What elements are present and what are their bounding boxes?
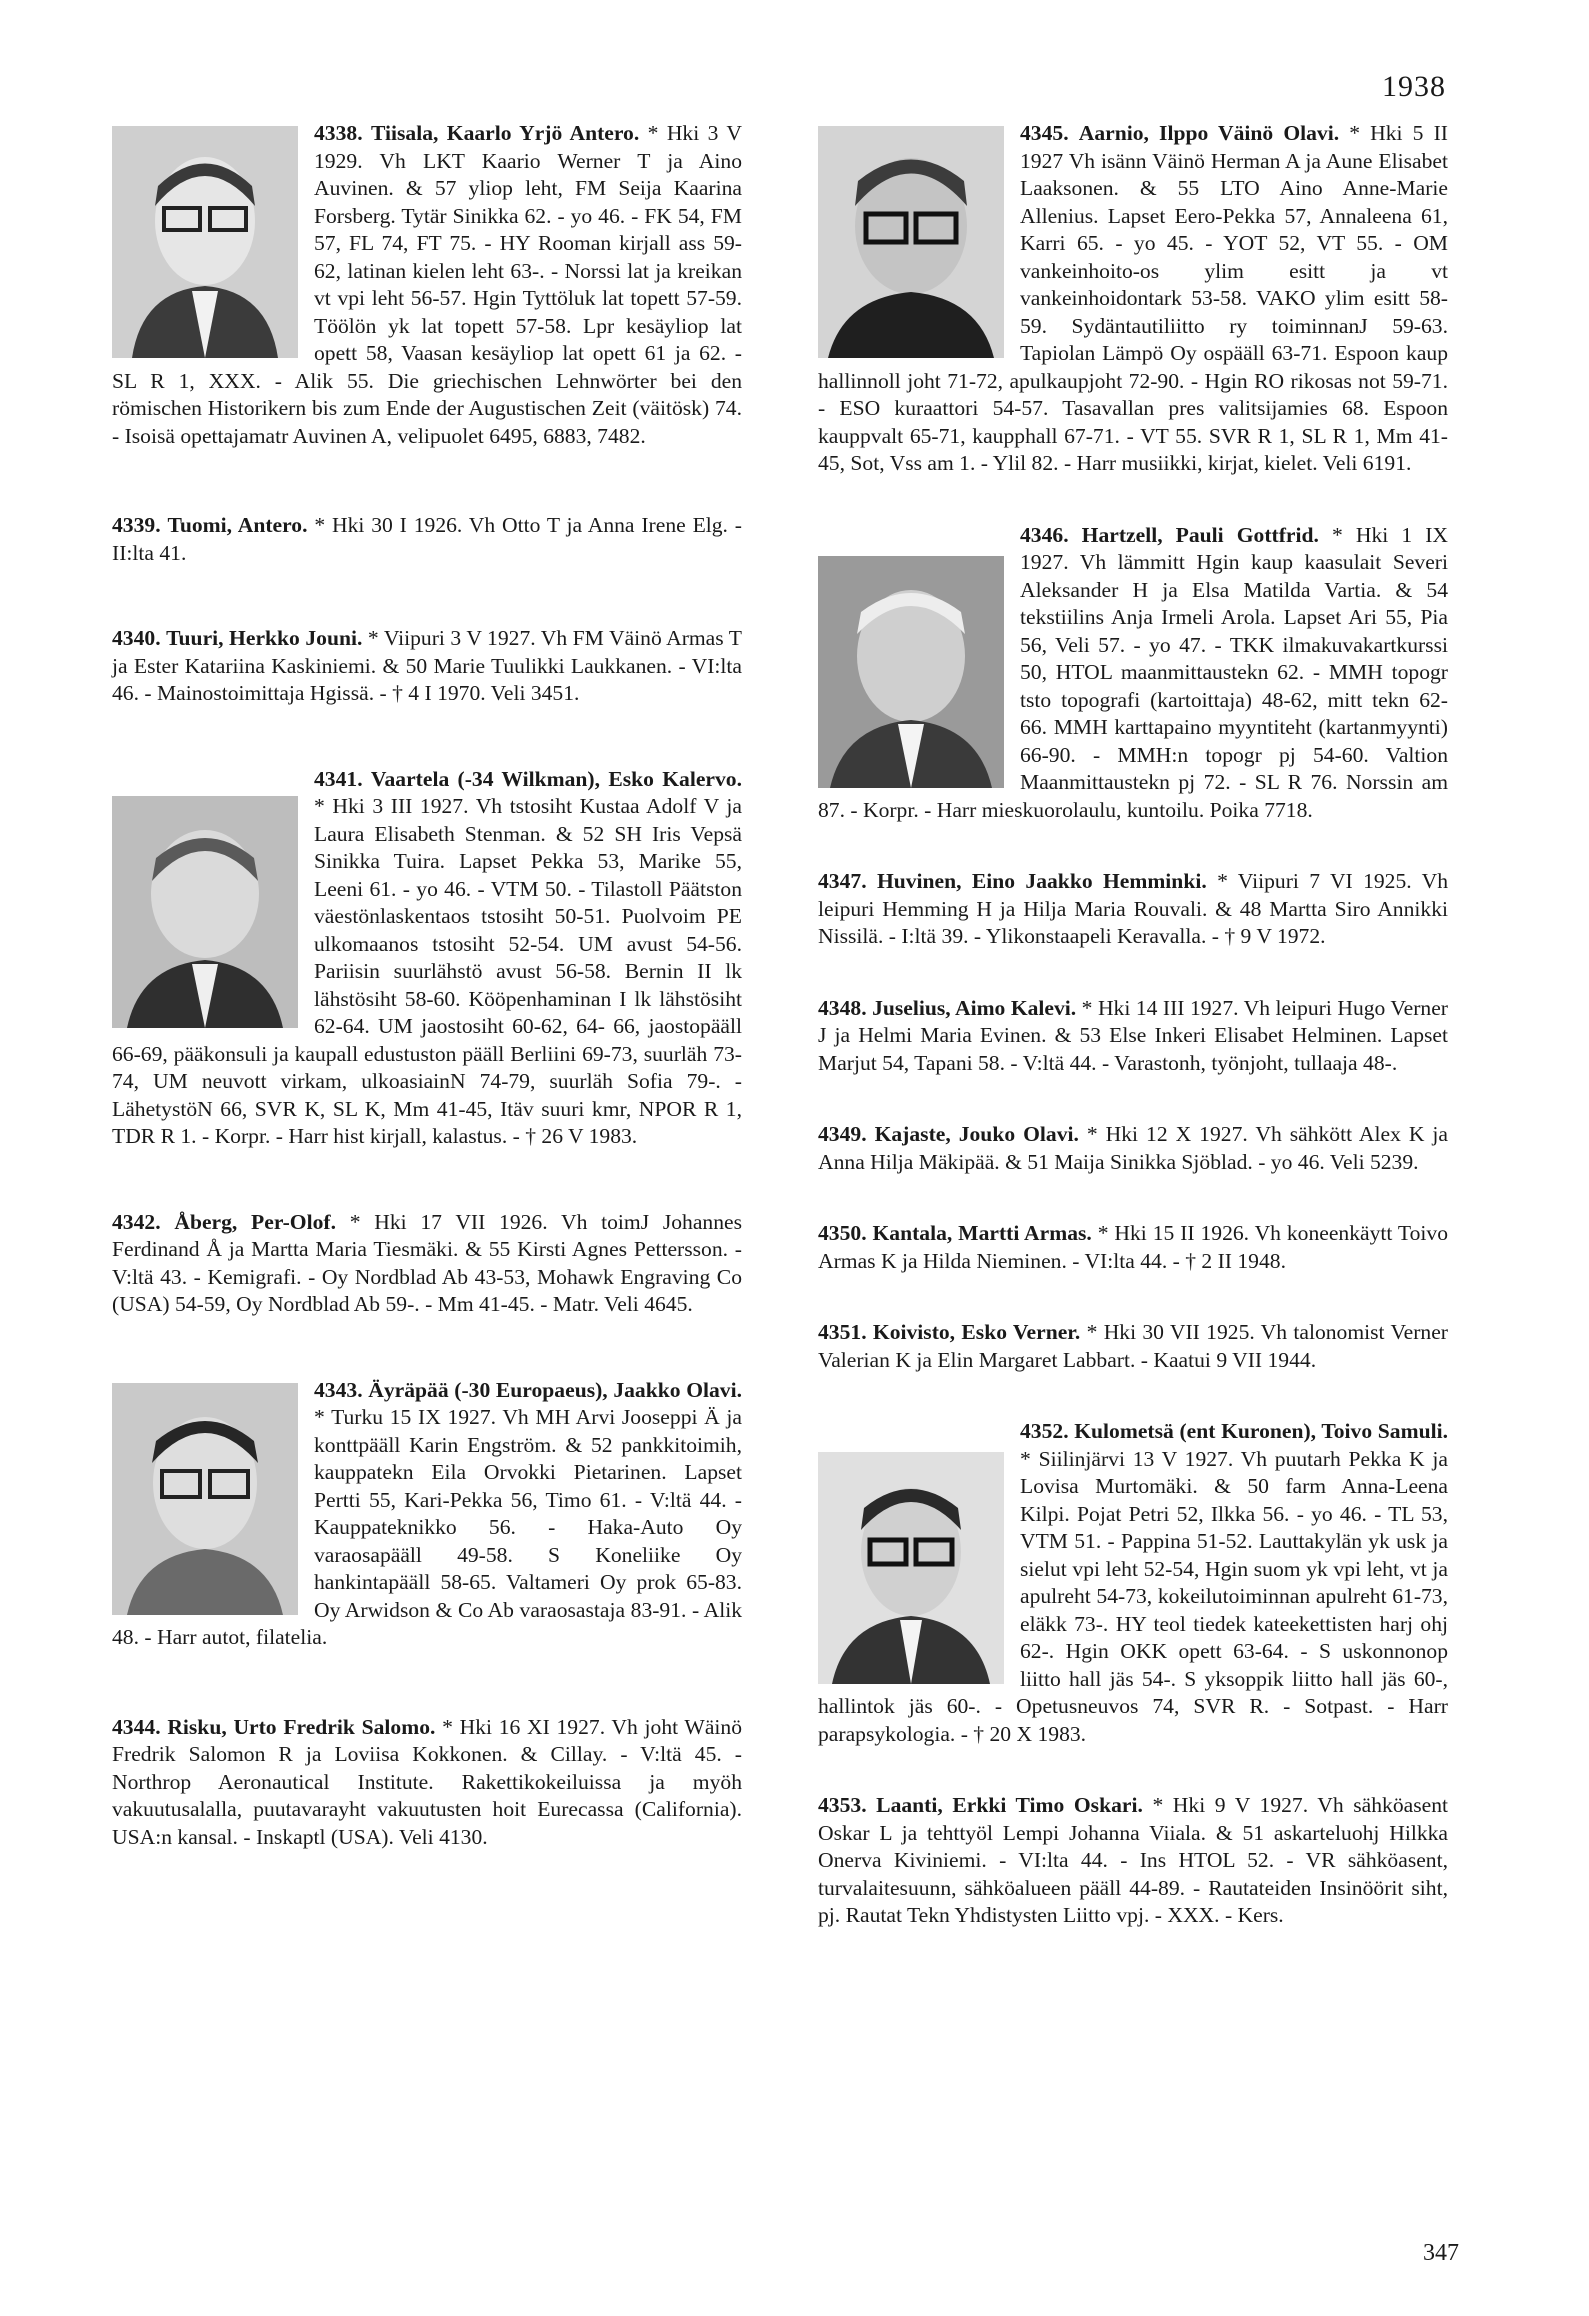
entry-4347 <box>818 868 1448 951</box>
entry-number: 4340. <box>112 626 161 650</box>
entry-number: 4341. <box>314 766 363 791</box>
portrait-photo <box>112 1383 298 1615</box>
entry-name: Hartzell, Pauli Gottfrid. <box>1081 522 1319 547</box>
entry-text: * Hki 15 II 1926. Vh koneenkäytt Toivo Armas K ja Hilda Nieminen. - VI:lta 44. - † 2 II 1948. <box>818 1221 1448 1273</box>
entry-number: 4338. <box>314 121 363 145</box>
entry-4345 <box>818 120 1448 478</box>
portrait-photo <box>112 126 298 358</box>
left-column <box>112 120 742 1851</box>
entry-name: Tiisala, Kaarlo Yrjö Antero. <box>370 121 640 145</box>
entry-text: * Hki 3 III 1927. Vh tstosiht Kustaa Adolf V ja Laura Elisabeth Stenman. & 52 SH Iris Vepsä Sinikka Tuira. Lapset Pekka 53, Marike 55, Leeni 61. - yo 46. - VTM 50. - Tilastoll Päätston väestönlaskentaos tstosiht 50-51. Puolvoim PE ulkomaanos tstosiht 52-54. UM avust 54-56. Pariisin suurlähstö avust 56-58. Bernin II lk lähstösiht 58-60. Kööpenhaminan I lk lähstösiht 62-64. UM jaostosiht 60-62, 64- 66, jaostopääll 66-69, pääkonsuli ja kaupall edustuston pääll Berliini 69-73, suurläh 73-74, UM neuvott virkam, ulkoasiainN 74-79, suurläh Sofia 79-. - LähetystöN 66, SVR K, SL K, Mm 41-45, Itäv suuri kmr, NPOR R 1, TDR R 1. - Korpr. - Harr hist kirjall, kalastus. - † 26 V 1983. <box>112 794 742 1148</box>
entry-text: * Turku 15 IX 1927. Vh MH Arvi Jooseppi Ä ja konttpääll Karin Engström. & 52 pankkitoimih, kauppatekn Eila Orvokki Pietarinen. Lapset Pertti 55, Kari-Pekka 56, Timo 61. - V:ltä 44. - Kauppateknikko 56. - Haka-Auto Oy varaosapääll 49-58. S Koneliike Oy hankintapääll 58-65. Valtameri Oy prok 65-83. Oy Arwidson & Co Ab varaosastaja 83-91. - Alik 48. - Harr autot, filatelia. <box>112 1405 742 1649</box>
entry-name: Tuomi, Antero. <box>167 513 308 537</box>
entry-4350 <box>818 1220 1448 1275</box>
entry-number: 4353. <box>818 1793 867 1817</box>
entry-number: 4350. <box>818 1221 867 1245</box>
right-column <box>818 120 1448 1930</box>
entry-name: Kajaste, Jouko Olavi. <box>874 1122 1079 1146</box>
entry-number: 4351. <box>818 1320 867 1344</box>
entry-number: 4342. <box>112 1209 161 1234</box>
entry-4338 <box>112 120 742 450</box>
entry-4349 <box>818 1121 1448 1176</box>
entry-number: 4345. <box>1020 121 1069 145</box>
entry-name: Laanti, Erkki Timo Oskari. <box>876 1793 1143 1817</box>
entry-text: * Hki 12 X 1927. Vh sähkött Alex K ja Anna Hilja Mäkipää. & 51 Maija Sinikka Sjöblad. - yo 46. Veli 5239. <box>818 1122 1448 1174</box>
entry-text: * Hki 5 II 1927 Vh isänn Väinö Herman A ja Aune Elisabet Laaksonen. & 55 LTO Aino Anne-Marie Allenius. Lapset Eero-Pekka 57, Annaleena 61, Karri 65. - yo 45. - YOT 52, VT 55. - OM vankeinhoito-os ylim esitt ja vt vankeinhoidontark 53-58. VAKO ylim esitt 58-59. Sydäntautiliitto ry toiminnanJ 59-63. Tapiolan Lämpö Oy ospääll 63-71. Espoon kaup hallinnoll joht 71-72, apulkaupjoht 72-90. - Hgin RO rikosas not 59-71. - ESO kuraattori 54-57. Tasavallan pres valitsijamies 68. Espoon kauppvalt 65-71, kaupphall 67-71. - VT 55. SVR R 1, SL R 1, Mm 41-45, Sot, Vss am 1. - Ylil 82. - Harr musiikki, kirjat, kielet. Veli 6191. <box>818 121 1448 475</box>
entry-4340 <box>112 625 742 708</box>
entry-number: 4347. <box>818 869 867 893</box>
entry-4344 <box>112 1714 742 1852</box>
entry-text: * Hki 30 VII 1925. Vh talonomist Verner Valerian K ja Elin Margaret Labbart. - Kaatui 9 VII 1944. <box>818 1320 1448 1372</box>
entry-name: Äyräpää (-30 Europaeus), Jaakko Olavi. <box>368 1377 742 1402</box>
entry-text: * Hki 30 I 1926. Vh Otto T ja Anna Irene Elg. - II:lta 41. <box>112 513 742 565</box>
portrait-photo <box>818 126 1004 358</box>
entry-number: 4344. <box>112 1714 161 1739</box>
entry-text: * Hki 3 V 1929. Vh LKT Kaario Werner T ja Aino Auvinen. & 57 yliop leht, FM Seija Kaarina Forsberg. Tytär Sinikka 62. - yo 46. - FK 54, FM 57, FL 74, FT 75. - HY Rooman kirjall ass 59-62, latinan kielen leht 63-. - Norssi lat ja kreikan vt vpi leht 56-57. Hgin Tyttöluk lat topett 57-59. Töölön yk lat topett 57-58. Lpr kesäyliop lat opett 58, Vaasan kesäyliop lat opett 61 ja 62. - SL R 1, XXX. - Alik 55. Die griechischen Lehnwörter bei den römischen Historikern bis zum Ende der Augustischen Zeit (väitösk) 74. - Isoisä opettajamatr Auvinen A, velipuolet 6495, 6883, 7482. <box>112 121 742 448</box>
entry-4339 <box>112 512 742 567</box>
portrait-photo <box>818 1452 1004 1684</box>
entry-name: Vaartela (-34 Wilkman), Esko Kalervo. <box>370 766 742 791</box>
portrait-photo <box>818 556 1004 788</box>
entry-name: Kantala, Martti Armas. <box>872 1221 1092 1245</box>
page-number: 347 <box>1423 2240 1459 2266</box>
portrait-photo <box>112 796 298 1028</box>
entry-4346 <box>818 522 1448 825</box>
entry-text: * Hki 16 XI 1927. Vh joht Wäinö Fredrik Salomon R ja Loviisa Kokkonen. & Cillay. - V:ltä 45. - Northrop Aeronautical Institute. Rakettikokeiluissa ja myöh vakuutusalalla, puutavarayht vakuutusten hoit Eurecassa (California). USA:n kansal. - Inskaptl (USA). Veli 4130. <box>112 1714 742 1849</box>
entry-text: * Viipuri 3 V 1927. Vh FM Väinö Armas T ja Ester Katariina Kaskiniemi. & 50 Marie Tuulikki Laukkanen. - VI:lta 46. - Mainostoimittaja Hgissä. - † 4 I 1970. Veli 3451. <box>112 626 742 705</box>
entry-text: * Hki 17 VII 1926. Vh toimJ Johannes Ferdinand Å ja Martta Maria Tiesmäki. & 55 Kirsti Agnes Pettersson. - V:ltä 43. - Kemigrafi. - Oy Nordblad Ab 43-53, Mohawk Engraving Co (USA) 54-59, Oy Nordblad Ab 59-. - Mm 41-45. - Matr. Veli 4645. <box>112 1209 742 1316</box>
entry-4353 <box>818 1792 1448 1930</box>
entry-name: Tuuri, Herkko Jouni. <box>166 626 363 650</box>
entry-number: 4348. <box>818 995 867 1020</box>
entry-number: 4343. <box>314 1377 363 1402</box>
entry-4341 <box>112 766 742 1151</box>
entry-name: Åberg, Per-Olof. <box>174 1209 336 1234</box>
entry-text: * Hki 1 IX 1927. Vh lämmitt Hgin kaup kaasulait Severi Aleksander H ja Elsa Matilda Vartia. & 54 tekstiilins Anja Irmeli Arola. Lapset Ari 55, Pia 56, Veli 57. - yo 47. - TKK ilmakuvakartkurssi 50, HTOL maanmittaustekn 62. - MMH topogr tsto topografi (kartoittaja) 48-62, mitt tekn 62-66. MMH karttapaino myyntiteht (kartanmyynti) 66-90. - MMH:n topogr pj 54-60. Valtion Maanmittaustekn pj 72. - SL R 76. Norssin am 87. - Korpr. - Harr mieskuorolaulu, kuntoilu. Poika 7718. <box>818 522 1448 822</box>
entry-name: Aarnio, Ilppo Väinö Olavi. <box>1078 121 1340 145</box>
entry-name: Kulometsä (ent Kuronen), Toivo Samuli. <box>1074 1419 1448 1443</box>
entry-4348 <box>818 995 1448 1078</box>
page-year: 1938 <box>1382 70 1446 103</box>
entry-number: 4349. <box>818 1122 867 1146</box>
entry-name: Juselius, Aimo Kalevi. <box>872 995 1077 1020</box>
entry-4343 <box>112 1377 742 1652</box>
entry-4352 <box>818 1418 1448 1748</box>
entry-number: 4352. <box>1020 1419 1069 1443</box>
entry-text: * Hki 14 III 1927. Vh leipuri Hugo Verner J ja Helmi Maria Evinen. & 53 Else Inkeri Elisabet Helminen. Lapset Marjut 54, Tapani 58. - V:ltä 44. - Varastonh, työnjoht, tullaaja 48-. <box>818 995 1448 1075</box>
entry-4351 <box>818 1319 1448 1374</box>
entry-text: * Viipuri 7 VI 1925. Vh leipuri Hemming H ja Hilja Maria Rouvali. & 48 Martta Siro Annikki Nissilä. - I:ltä 39. - Ylikonstaapeli Keravalla. - † 9 V 1972. <box>818 869 1448 948</box>
entry-name: Risku, Urto Fredrik Salomo. <box>167 1714 436 1739</box>
entry-number: 4346. <box>1020 522 1069 547</box>
entry-text: * Hki 9 V 1927. Vh sähköasent Oskar L ja tehttyöl Lempi Johanna Viiala. & 51 askarteluohj Hilkka Onerva Kiviniemi. - VI:lta 44. - Ins HTOL 52. - VR sähköasent, turvalaitesuunn, sähköalueen pääll 44-89. - Rautateiden Insinöörit siht, pj. Rautat Tekn Yhdistysten Liitto vpj. - XXX. - Kers. <box>818 1793 1448 1927</box>
entry-number: 4339. <box>112 513 161 537</box>
entry-name: Huvinen, Eino Jaakko Hemminki. <box>876 869 1207 893</box>
entry-4342 <box>112 1209 742 1319</box>
entry-name: Koivisto, Esko Verner. <box>872 1320 1081 1344</box>
entry-text: * Siilinjärvi 13 V 1927. Vh puutarh Pekka K ja Lovisa Murtomäki. & 50 farm Anna-Leena Kilpi. Pojat Petri 52, Ilkka 56. - yo 46. - TL 53, VTM 51. - Pappina 51-52. Lauttakylän yk usk ja sielut vpi leht 52-54, Hgin suom yk vpi leht, vt ja apulreht 54-73, kokeilutoiminnan apulreht 61-73, eläkk 73-. HY teol tiedek kateekettisten harj ohj 62-. Hgin OKK opett 63-64. - S uskonnonop liitto hall jäs 54-. S yksoppik liitto hall jäs 60-, hallintok jäs 60-. - Opetusneuvos 74, SVR R. - Sotpast. - Harr parapsykologia. - † 20 X 1983. <box>818 1446 1448 1746</box>
